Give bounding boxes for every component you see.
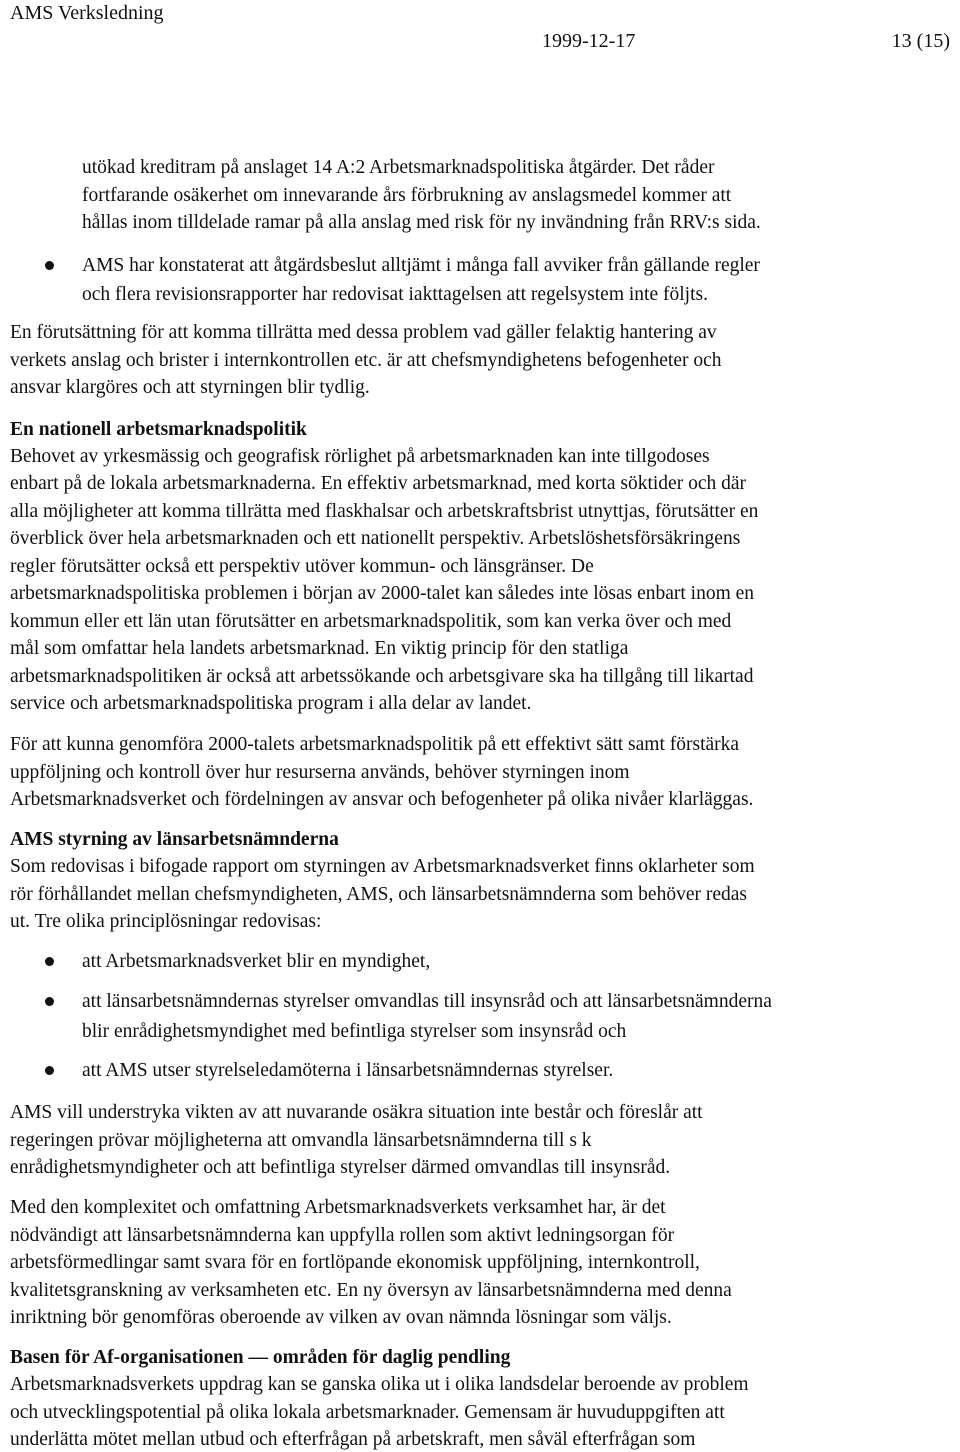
text-line: Arbetsmarknadsverket och fördelningen av ansvar och befogenheter på olika nivåer klarläggas. — [10, 789, 754, 810]
text-line: mål som omfattar hela landets arbetsmarknad. En viktig princip för den statliga — [10, 638, 629, 659]
text-line: uppföljning och kontroll över hur resurserna används, behöver styrningen inom — [10, 762, 630, 783]
section-heading: AMS styrning av länsarbetsnämnderna — [10, 829, 339, 850]
section-heading: Basen för Af-organisationen — områden för daglig pendling — [10, 1347, 511, 1368]
bullet-icon — [45, 1066, 54, 1075]
bullet-item: blir enrådighetsmyndighet med befintliga styrelser som insynsråd och — [82, 1021, 627, 1042]
text-line: enbart på de lokala arbetsmarknaderna. En effektiv arbetsmarknad, med korta söktider och där — [10, 473, 747, 494]
text-line: Som redovisas i bifogade rapport om styrningen av Arbetsmarknadsverket finns oklarheter som — [10, 856, 755, 877]
text-line: arbetsförmedlingar samt svara för en fortlöpande ekonomisk uppföljning, internkontroll, — [10, 1252, 700, 1273]
text-line: verkets anslag och brister i internkontrollen etc. är att chefsmyndighetens befogenheter och — [10, 350, 722, 371]
text-line: AMS vill understryka vikten av att nuvarande osäkra situation inte består och föreslår att — [10, 1102, 703, 1123]
header-date: 1999-12-17 — [542, 30, 636, 52]
header-org: AMS Verksledning — [10, 2, 164, 24]
section-heading: En nationell arbetsmarknadspolitik — [10, 419, 307, 440]
text-line: arbetsmarknadspolitiska problemen i början av 2000-talet kan således inte lösas enbart inom en — [10, 583, 755, 604]
text-line: kvalitetsgranskning av verksamheten etc. En ny översyn av länsarbetsnämnderna med denna — [10, 1280, 732, 1301]
bullet-item: att länsarbetsnämndernas styrelser omvandlas till insynsråd och att länsarbetsnämnderna — [82, 991, 772, 1012]
bullet-icon — [45, 261, 54, 270]
text-line: regler förutsätter också ett perspektiv utöver kommun- och länsgränser. De — [10, 556, 594, 577]
text-line: alla möjligheter att komma tillrätta med flaskhalsar och arbetskraftsbrist utnyttjas, förutsätter en — [10, 501, 759, 522]
text-line: Behovet av yrkesmässig och geografisk rörlighet på arbetsmarknaden kan inte tillgodoses — [10, 446, 710, 467]
text-line: Arbetsmarknadsverkets uppdrag kan se ganska olika ut i olika landsdelar beroende av problem — [10, 1374, 749, 1395]
text-line: enrådighetsmyndigheter och att befintliga styrelser därmed omvandlas till insynsråd. — [10, 1157, 671, 1178]
text-line: ut. Tre olika principlösningar redovisas: — [10, 911, 322, 932]
text-line: service och arbetsmarknadspolitiska program i alla delar av landet. — [10, 693, 532, 714]
text-line: och utvecklingspotential på olika lokala arbetsmarknader. Gemensam är huvuduppgiften att — [10, 1402, 725, 1423]
page-header — [0, 0, 960, 60]
text-line: fortfarande osäkerhet om innevarande års förbrukning av anslagsmedel kommer att — [82, 185, 732, 206]
text-line: överblick över hela arbetsmarknaden och ett nationellt perspektiv. Arbetslöshetsförsäkringens — [10, 528, 741, 549]
text-line: inriktning bör genomföras oberoende av vilken av ovan nämnda lösningar som väljs. — [10, 1307, 672, 1328]
bullet-item: och flera revisionsrapporter har redovisat iakttagelsen att regelsystem inte följts. — [82, 284, 708, 305]
text-line: nödvändigt att länsarbetsnämnderna kan uppfylla rollen som aktivt ledningsorgan för — [10, 1225, 675, 1246]
text-line: En förutsättning för att komma tillrätta med dessa problem vad gäller felaktig hantering av — [10, 322, 717, 343]
bullet-item: att AMS utser styrelseledamöterna i länsarbetsnämndernas styrelser. — [82, 1060, 614, 1081]
text-line: underlätta mötet mellan utbud och efterfrågan på arbetskraft, men såväl efterfrågan som — [10, 1429, 696, 1450]
text-line: Med den komplexitet och omfattning Arbetsmarknadsverkets verksamhet har, är det — [10, 1197, 666, 1218]
header-page-number: 13 (15) — [891, 30, 950, 52]
text-line: För att kunna genomföra 2000-talets arbetsmarknadspolitik på ett effektivt sätt samt förstärka — [10, 734, 740, 755]
text-line: regeringen prövar möjligheterna att omvandla länsarbetsnämnderna till s k — [10, 1130, 592, 1151]
text-line: hållas inom tilldelade ramar på alla anslag med risk för ny invändning från RRV:s sida. — [82, 212, 761, 233]
bullet-icon — [45, 997, 54, 1006]
text-line: arbetsmarknadspolitiken är också att arbetssökande och arbetsgivare ska ha tillgång till likartad — [10, 666, 754, 687]
text-line: ansvar klargöres och att styrningen blir tydlig. — [10, 377, 370, 398]
bullet-item: att Arbetsmarknadsverket blir en myndighet, — [82, 951, 431, 972]
text-line: utökad kreditram på anslaget 14 A:2 Arbetsmarknadspolitiska åtgärder. Det råder — [82, 157, 715, 178]
text-line: kommun eller ett län utan förutsätter en arbetsmarknadspolitik, som kan verka över och med — [10, 611, 732, 632]
bullet-icon — [45, 957, 54, 966]
bullet-item: AMS har konstaterat att åtgärdsbeslut alltjämt i många fall avviker från gällande regler — [82, 255, 760, 276]
text-line: rör förhållandet mellan chefsmyndigheten, AMS, och länsarbetsnämnderna som behöver redas — [10, 884, 747, 905]
